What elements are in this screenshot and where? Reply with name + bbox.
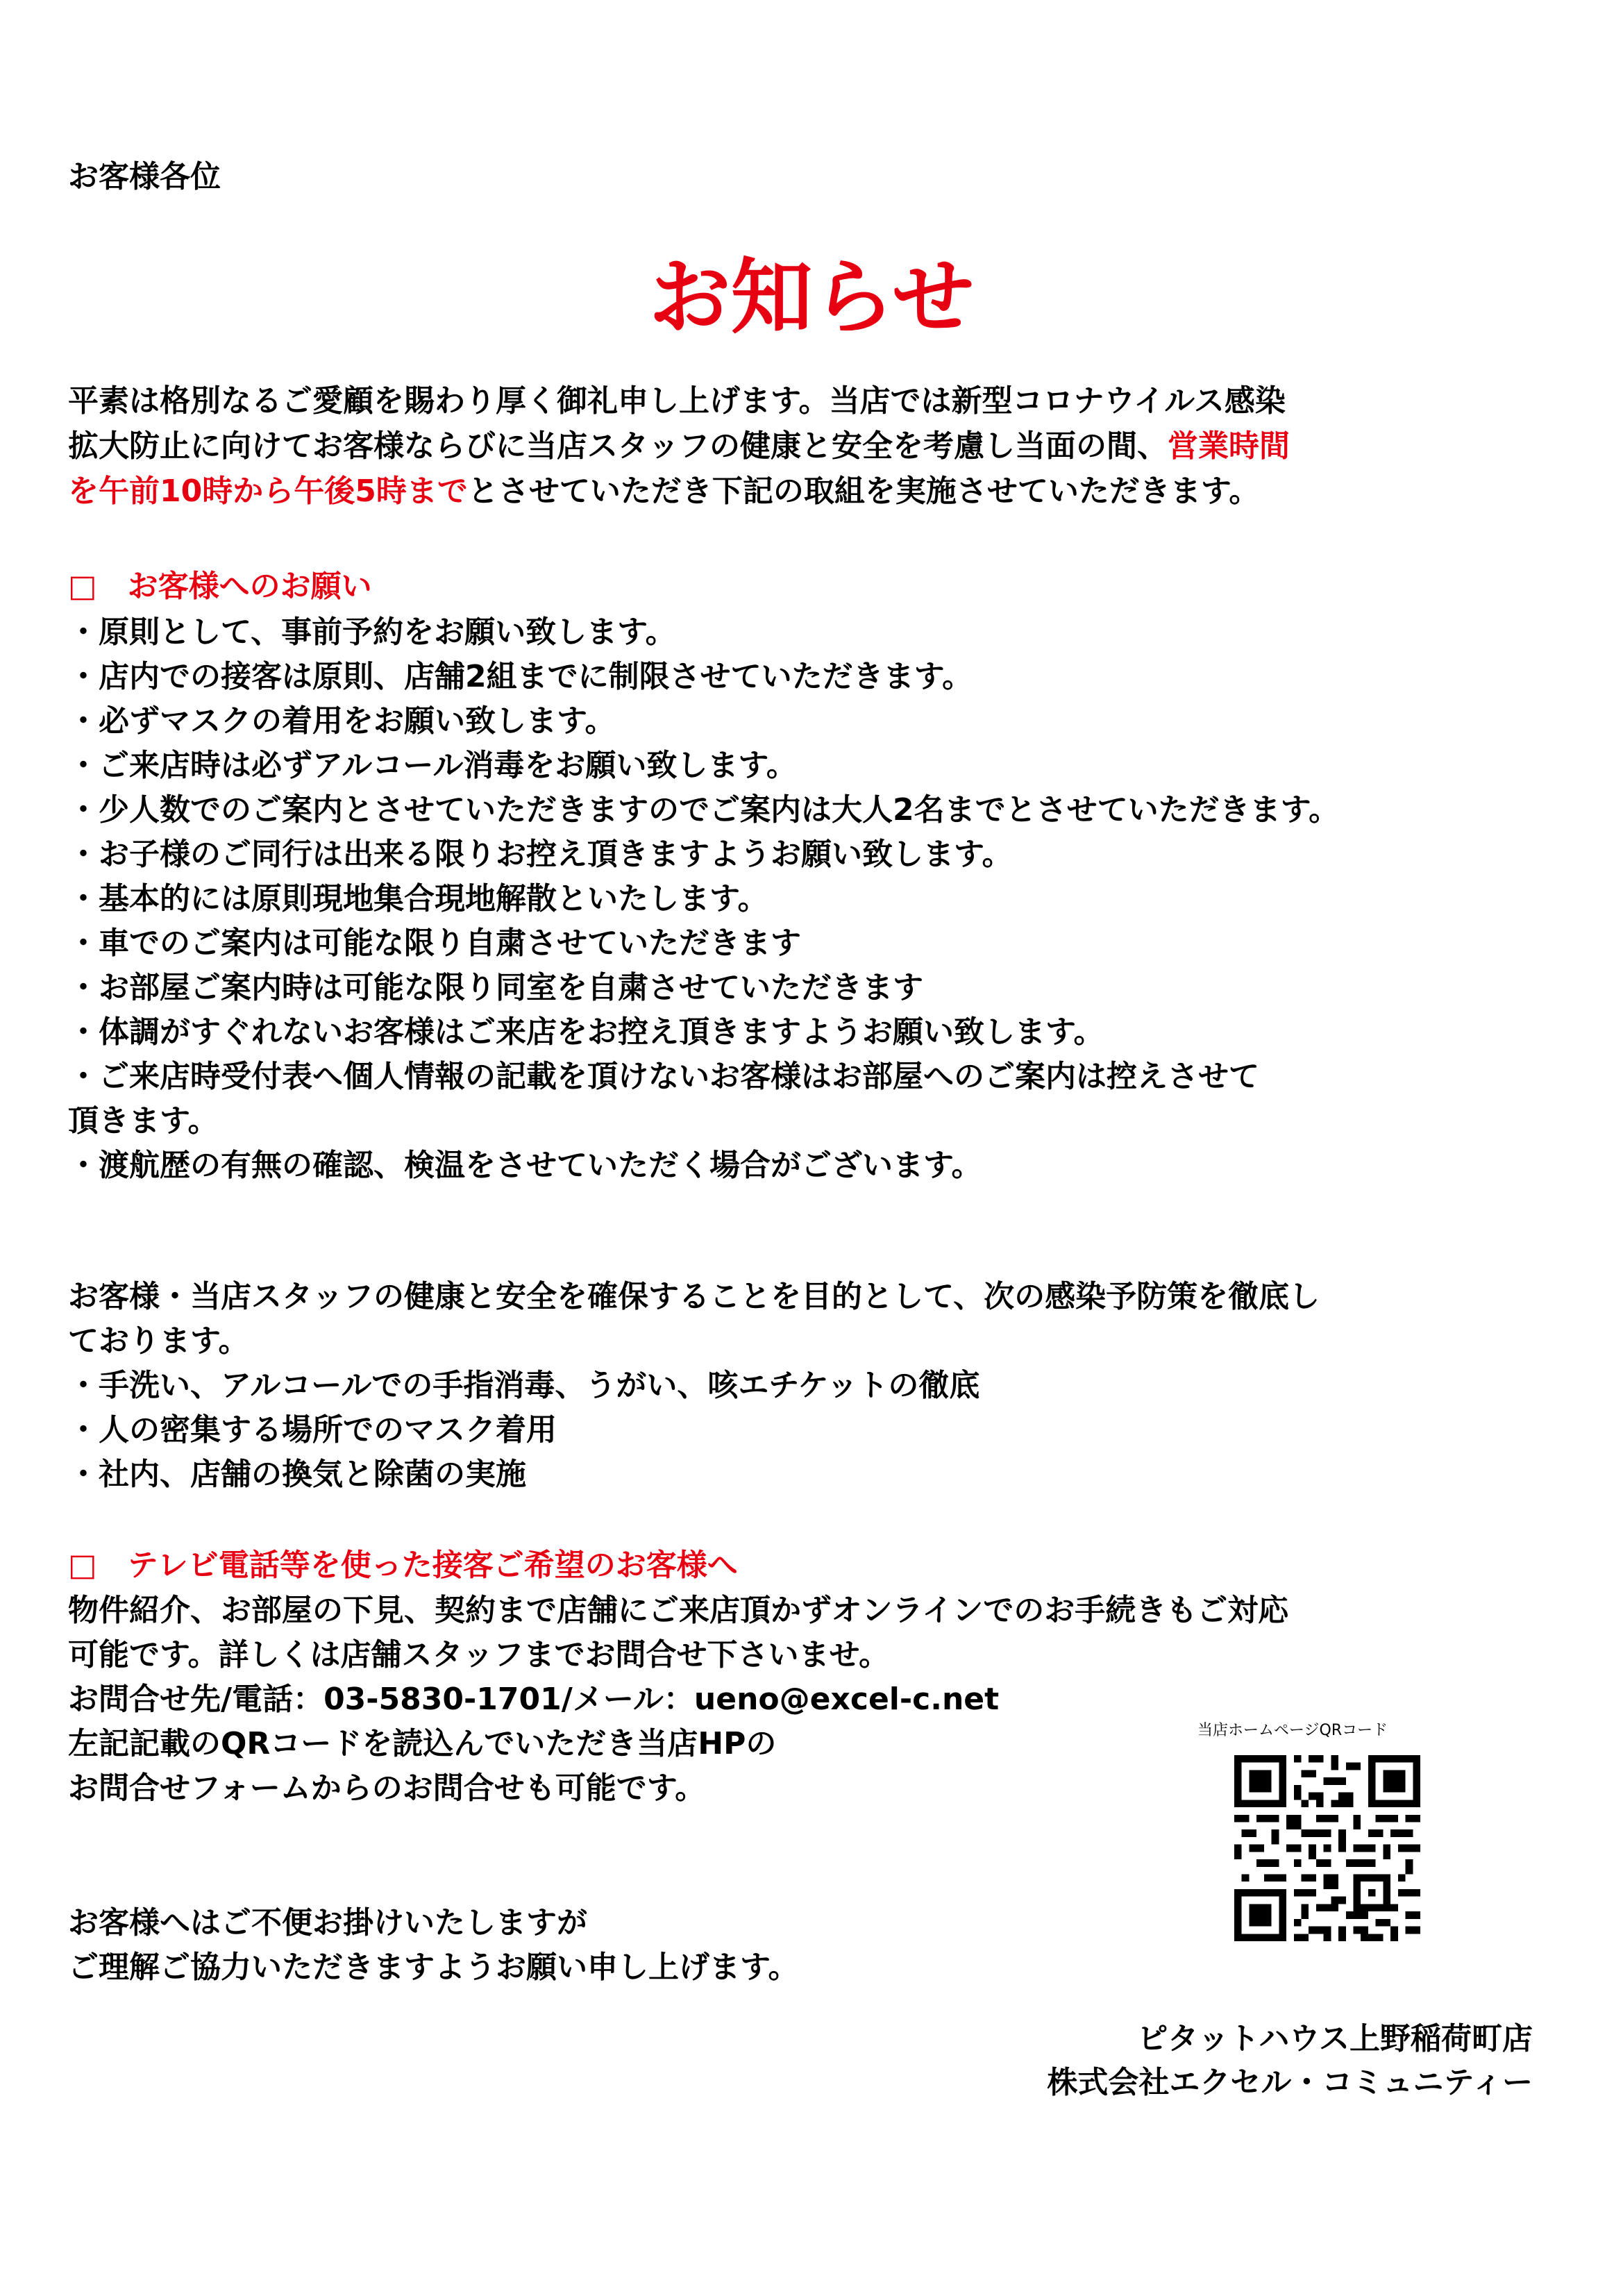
video-call-line: お問合せフォームからのお問合せも可能です。: [68, 1770, 706, 1806]
company-name: 株式会社エクセル・コミュニティー: [1047, 2065, 1533, 2100]
intro-line-1: 平素は格別なるご愛顧を賜わり厚く御礼申し上げます。当店では新型コロナウイルス感染: [68, 383, 1286, 419]
store-name: ピタットハウス上野稲荷町店: [1137, 2021, 1533, 2056]
page-title: お知らせ: [648, 249, 975, 345]
prevention-line-1: お客様・当店スタッフの健康と安全を確保することを目的として、次の感染予防策を徹底し: [68, 1279, 1320, 1314]
list-item: ・ご来店時は必ずアルコール消毒をお願い致します。: [68, 748, 797, 783]
qr-caption: 当店ホームページQRコード: [1197, 1722, 1388, 1739]
video-call-line: 可能です。詳しくは店舗スタッフまでお問合せ下さいませ。: [68, 1637, 890, 1673]
list-item: ・基本的には原則現地集合現地解散といたします。: [68, 881, 768, 916]
list-item: ・お子様のご同行は出来る限りお控え頂きますようお願い致します。: [68, 837, 1013, 872]
list-item: ・体調がすぐれないお客様はご来店をお控え頂きますようお願い致します。: [68, 1014, 1104, 1050]
video-call-heading: □ テレビ電話等を使った接客ご希望のお客様へ: [68, 1548, 738, 1583]
qr-code-icon[interactable]: [1234, 1755, 1420, 1941]
intro-line-2: [68, 426, 1290, 467]
requests-heading: □ お客様へのお願い: [68, 569, 372, 604]
intro-line-2-text: 拡大防止に向けてお客様ならびに当店スタッフの健康と安全を考慮し当面の間、: [68, 428, 1168, 464]
list-item: ・渡航歴の有無の確認、検温をさせていただく場合がございます。: [68, 1148, 982, 1183]
list-item: ・車でのご案内は可能な限り自粛させていただきます: [68, 925, 801, 961]
video-call-line: 左記記載のQRコードを読込んでいただき当店HPの: [68, 1726, 777, 1761]
list-item: ・人の密集する場所でのマスク着用: [68, 1412, 557, 1448]
contact-line: お問合せ先/電話：03-5830-1701/メール：ueno@excel-c.net: [68, 1682, 1000, 1717]
list-item: ・必ずマスクの着用をお願い致します。: [68, 703, 616, 739]
closing-line-2: ご理解ご協力いただきますようお願い申し上げます。: [68, 1950, 799, 1985]
list-item: 頂きます。: [68, 1103, 219, 1139]
video-call-line: 物件紹介、お部屋の下見、契約まで店舗にご来店頂かずオンラインでのお手続きもご対応: [68, 1593, 1289, 1628]
intro-line-3: [68, 471, 1259, 512]
prevention-line-2: ております。: [68, 1323, 249, 1359]
list-item: ・店内での接客は原則、店舗2組までに制限させていただきます。: [68, 659, 973, 694]
list-item: ・手洗い、アルコールでの手指消毒、うがい、咳エチケットの徹底: [68, 1368, 980, 1403]
business-hours-highlight: 営業時間: [1168, 428, 1290, 464]
list-item: ・少人数でのご案内とさせていただきますのでご案内は大人2名までとさせていただきます。: [68, 792, 1340, 828]
list-item: ・お部屋ご案内時は可能な限り同室を自粛させていただきます: [68, 970, 923, 1005]
business-hours-time: を午前10時から午後5時まで: [68, 474, 468, 509]
list-item: ・ご来店時受付表へ個人情報の記載を頂けないお客様はお部屋へのご案内は控えさせて: [68, 1059, 1259, 1094]
list-item: ・原則として、事前予約をお願い致します。: [68, 614, 676, 650]
list-item: ・社内、店舗の換気と除菌の実施: [68, 1457, 526, 1492]
closing-line-1: お客様へはご不便お掛けいたしますが: [68, 1905, 587, 1941]
salutation: お客様各位: [68, 159, 221, 194]
intro-line-3-text: とさせていただき下記の取組を実施させていただきます。: [467, 474, 1260, 509]
